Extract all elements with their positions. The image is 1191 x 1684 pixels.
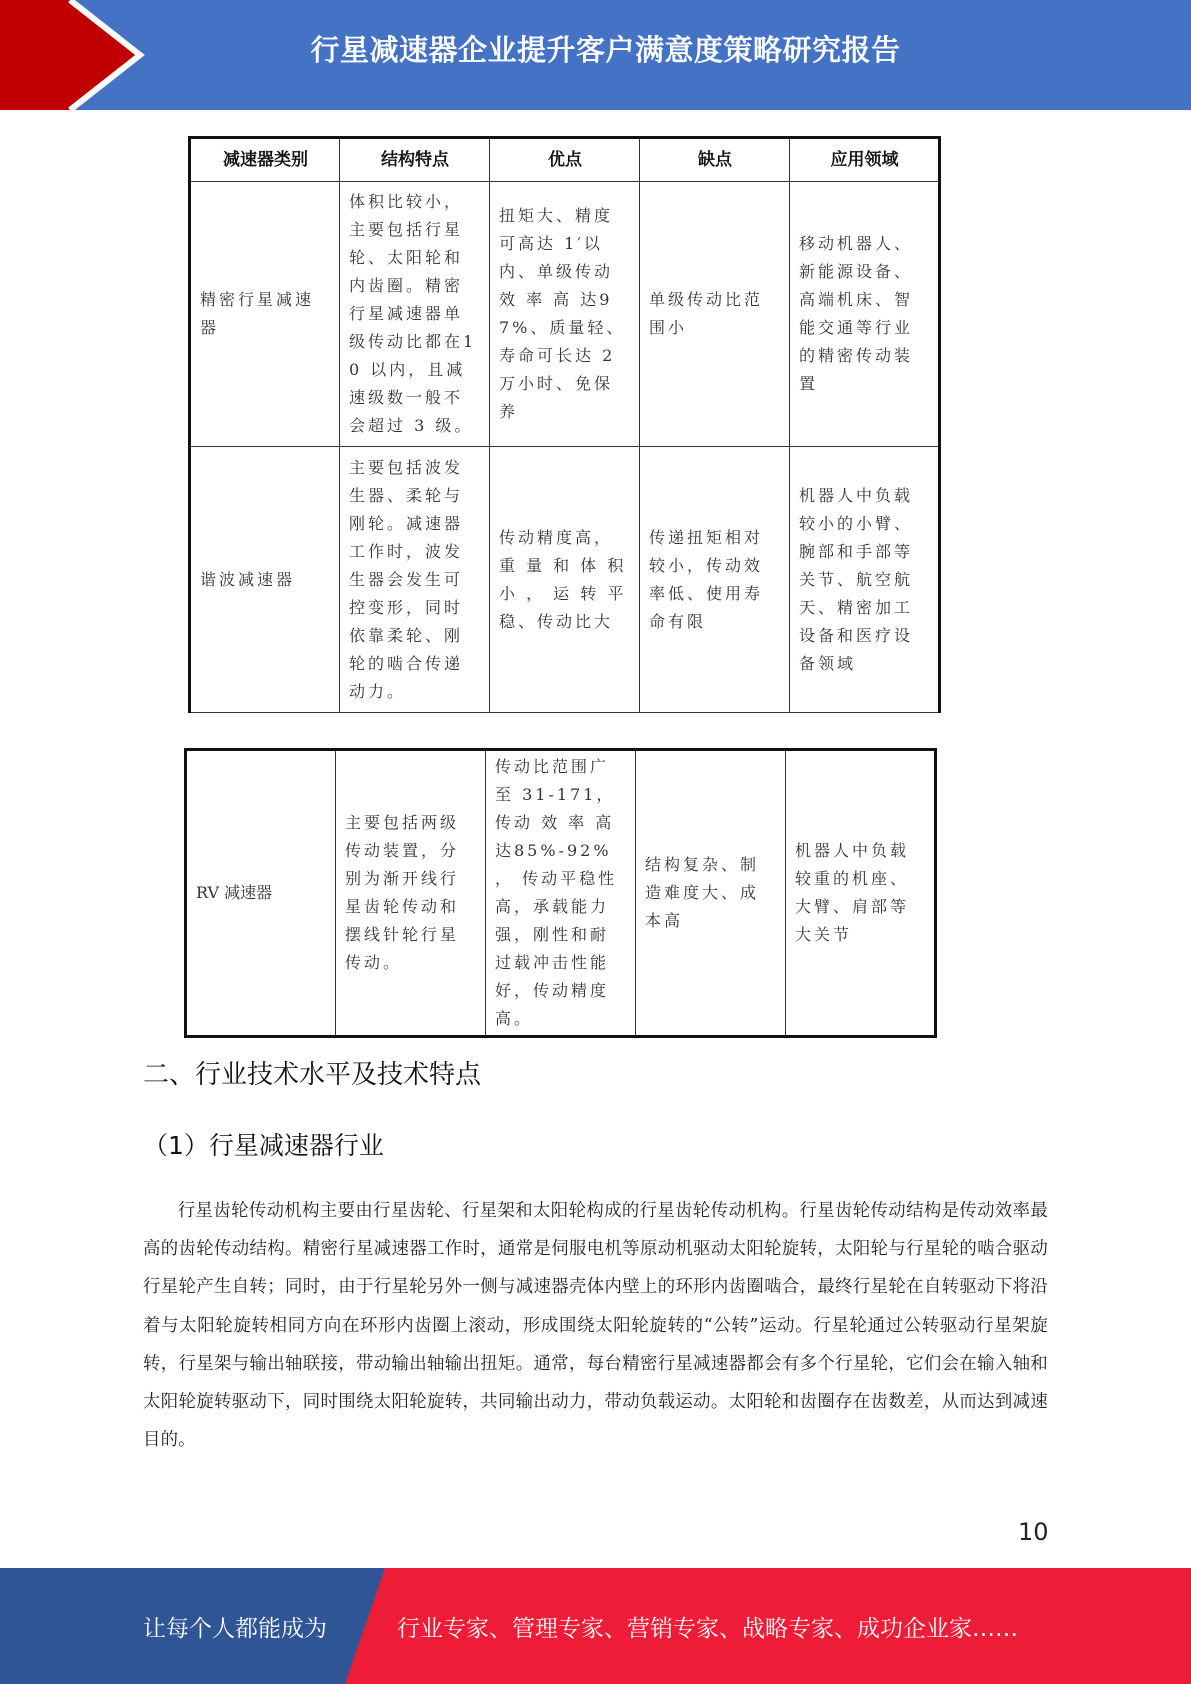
- cell-structure: 主要包括波发生器、柔轮与刚轮。减速器工作时，波发生器会发生可控变形，同时依靠柔轮、刚轮的啮合传递动力。: [340, 447, 490, 713]
- footer-banner: [0, 1568, 1191, 1684]
- cell-applications: 机器人中负载较重的机座、大臂、肩部等大关节: [786, 750, 936, 1037]
- header-banner: [0, 0, 1191, 110]
- section-heading: 二、行业技术水平及技术特点: [143, 1060, 482, 1090]
- body-paragraph: 行星齿轮传动机构主要由行星齿轮、行星架和太阳轮构成的行星齿轮传动机构。行星齿轮传动结构是传动效率最高的齿轮传动结构。精密行星减速器工作时，通常是伺服电机等原动机驱动太阳轮旋转，太阳轮与行星轮的啮合驱动行星轮产生自转；同时，由于行星轮另外一侧与减速器壳体内壁上的环形内齿圈啮合，最终行星轮在自转驱动下将沿着与太阳轮旋转相同方向在环形内齿圈上滚动，形成围绕太阳轮旋转的“公转”运动。行星轮通过公转驱动行星架旋转，行星架与输出轴联接，带动输出轴输出扭矩。通常，每台精密行星减速器都会有多个行星轮，它们会在输入轴和太阳轮旋转驱动下，同时围绕太阳轮旋转，共同输出动力，带动负载运动。太阳轮和齿圈存在齿数差，从而达到减速目的。: [143, 1201, 1048, 1451]
- footer-slogan-right: 行业专家、管理专家、营销专家、战略专家、成功企业家……: [397, 1616, 1018, 1642]
- column-header-category: 减速器类别: [190, 138, 340, 182]
- column-header-applications: 应用领域: [790, 138, 940, 182]
- table-row: [190, 182, 940, 447]
- cell-disadvantages: 结构复杂、制造难度大、成本高: [636, 750, 786, 1037]
- page-number: 10: [1018, 1518, 1049, 1546]
- cell-disadvantages: 传递扭矩相对较小，传动效率低、使用寿命有限: [640, 447, 790, 713]
- cell-advantages: 扭矩大、精度可高达 1′以内、单级传动效 率 高 达97%、质量轻、寿命可长达 2 万小时、免保养: [490, 182, 640, 447]
- footer-slogan-left: 让每个人都能成为: [143, 1616, 327, 1642]
- subsection-heading: （1）行星减速器行业: [143, 1131, 384, 1160]
- cell-applications: 机器人中负载较小的小臂、腕部和手部等关节、航空航天、精密加工设备和医疗设备领域: [790, 447, 940, 713]
- table-row: [190, 447, 940, 713]
- cell-disadvantages: 单级传动比范围小: [640, 182, 790, 447]
- cell-applications: 移动机器人、新能源设备、高端机床、智能交通等行业的精密传动装置: [790, 182, 940, 447]
- cell-structure: 体积比较小，主要包括行星轮、太阳轮和内齿圈。精密行星减速器单级传动比都在10 以内，且减速级数一般不会超过 3 级。: [340, 182, 490, 447]
- cell-category: 精密行星减速器: [190, 182, 340, 447]
- cell-structure: 主要包括两级传动装置，分别为渐开线行星齿轮传动和摆线针轮行星传动。: [336, 750, 486, 1037]
- column-header-structure: 结构特点: [340, 138, 490, 182]
- report-title: 行星减速器企业提升客户满意度策略研究报告: [310, 33, 901, 67]
- cell-advantages: 传动精度高，重 量 和 体 积小 ， 运 转 平稳、传动比大: [490, 447, 640, 713]
- cell-category: 谐波减速器: [190, 447, 340, 713]
- reducer-comparison-table: [188, 136, 941, 713]
- column-header-advantages: 优点: [490, 138, 640, 182]
- table-header-row: [190, 138, 940, 182]
- table-row: [186, 750, 936, 1037]
- column-header-disadvantages: 缺点: [640, 138, 790, 182]
- reducer-comparison-table-continued: [184, 748, 937, 1038]
- cell-advantages: 传动比范围广至 31-171，传动 效 率 高 达85%-92% ， 传动平稳性高，承载能力强，刚性和耐过载冲击性能好，传动精度高。: [486, 750, 636, 1037]
- cell-category: RV 减速器: [186, 750, 336, 1037]
